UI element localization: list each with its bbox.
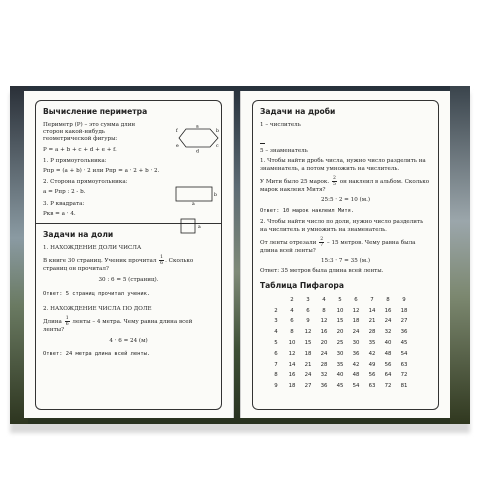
table-cell: 32 [384,329,392,336]
hex-label-d: d [196,149,199,153]
table-cell: 28 [368,329,376,336]
fraction-bar [260,143,265,144]
fractions-rule2: 2. Чтобы найти число по доли, нужно число разделить на числитель и умножить на знаменатель. [260,219,424,233]
table-cell: 10 [288,340,296,347]
fraction: $\frac{1}{6}$ [160,255,164,267]
table-cell: 36 [320,383,328,390]
square-heading: 3. P квадрата: [43,200,85,207]
table-cell: 10 [336,307,344,314]
table-header-cell: 9 [402,296,406,303]
table-row [268,381,412,392]
table-cell: 18 [288,383,296,390]
table-cell: 54 [352,383,360,390]
fraction: $\frac{2}{7}$ [320,236,324,248]
table-row-header: 6 [274,350,278,357]
table-cell: 40 [336,372,344,379]
table-corner-cell [268,294,284,305]
table-cell: 36 [352,350,360,357]
table-header-cell: 8 [386,296,390,303]
parts-task2-heading: 2. НАХОЖДЕНИЕ ЧИСЛА ПО ДОЛЕ [43,305,152,312]
parts-task1-text: В книге 30 страниц. Ученик прочитал $\frac{1}{6}$ . Сколько страниц он прочитал? [43,255,194,273]
rectangle-figure [174,185,220,205]
table-cell: 6 [290,318,294,325]
fraction: $\frac{2}{5}$ [332,175,336,187]
table-cell: 28 [320,361,328,368]
fractions-task1-answer: Ответ: 10 марок наклеил Митя. [260,208,355,215]
table-cell: 24 [320,350,328,357]
perimeter-definition: Периметр (P) – это сумма длин сторон какой-нибудь геометрической фигуры: [43,122,136,143]
side-formula: a = Pпр : 2 - b. [43,189,86,196]
table-cell: 42 [368,350,376,357]
table-cell: 24 [352,329,360,336]
parts-task2-answer: Ответ: 24 метра длина всей ленты. [43,351,151,358]
table-cell: 56 [384,361,392,368]
parts-title: Задачи на доли [43,230,114,240]
table-cell: 6 [306,307,310,314]
table-cell: 54 [400,350,408,357]
table-cell: 42 [352,361,360,368]
table-header-cell: 2 [290,296,294,303]
pythagoras-table [268,294,412,391]
table-cell: 18 [352,318,360,325]
table-header-cell: 3 [306,296,310,303]
table-row-header: 5 [274,340,278,347]
table-row-header: 7 [274,361,278,368]
table-cell: 30 [352,340,360,347]
table-cell: 18 [400,307,408,314]
table-cell: 20 [336,329,344,336]
table-cell: 30 [336,350,344,357]
fractions-title: Задачи на дроби [260,107,336,116]
table-cell: 12 [304,329,312,336]
fraction: $\frac{1}{6}$ [65,316,69,328]
fractions-task2: От ленты отрезали $\frac{2}{7}$ – 15 метров. Чему равна была длина всей ленты? [260,236,416,254]
table-cell: 63 [368,383,376,390]
table-cell: 12 [320,318,328,325]
table-cell: 35 [336,361,344,368]
table-cell: 20 [320,340,328,347]
table-cell: 36 [400,329,408,336]
table-row-header: 4 [274,329,278,336]
right-page [240,91,450,418]
hex-label-c: c [216,144,219,149]
parts-task2-text: Длина $\frac{1}{6}$ ленты – 4 метра. Чему равна длина всей ленты? [43,316,193,334]
perimeter-formula: P = a + b + c + d + e + f. [43,146,117,153]
fractions-task2-calc: 15:3 · 7 = 35 (м.) [320,258,371,265]
fractions-task1-calc: 25:5 · 2 = 10 (м.) [320,197,371,204]
side-heading: 2. Сторона прямоугольника: [43,179,128,186]
table-cell: 25 [336,340,344,347]
table-cell: 72 [400,372,408,379]
hex-label-f: f [176,129,178,134]
table-cell: 72 [384,383,392,390]
right-frame [252,100,439,410]
rect-label-a: a [192,202,195,205]
table-cell: 8 [322,307,326,314]
table-cell: 49 [368,361,376,368]
table-row [268,370,412,381]
table-header-cell: 7 [370,296,374,303]
parts-task1-heading: 1. НАХОЖДЕНИЕ ДОЛИ ЧИСЛА [43,245,142,252]
table-row-header: 8 [274,372,278,379]
perimeter-title: Вычисление периметра [43,107,148,116]
left-frame [35,100,222,410]
table-cell: 24 [304,372,312,379]
table-cell: 21 [368,318,376,325]
parts-task1-answer: Ответ: 5 страниц прочитал ученик. [43,290,151,297]
fractions-task1: У Мити было 25 марок. $\frac{2}{5}$ он наклеил в альбом. Сколько марок наклеил Митя? [260,175,430,193]
table-cell: 12 [352,307,360,314]
table-cell: 14 [288,361,296,368]
hex-label-a: a [196,124,199,130]
left-page [24,91,234,418]
square-figure [179,217,209,237]
denominator-note: 5 – знаменатель [260,148,308,155]
table-cell: 14 [368,307,376,314]
fractions-task2-answer: Ответ: 35 метров была длина всей ленты. [260,268,384,275]
table-header-cell: 6 [354,296,358,303]
table-cell: 16 [288,372,296,379]
table-cell: 45 [400,340,408,347]
parts-task1-calc: 30 : 6 = 5 (страниц). [98,277,159,284]
table-cell: 24 [384,318,392,325]
table-cell: 35 [368,340,376,347]
table-row [268,305,412,316]
square-formula: Pкв = a · 4. [43,210,76,217]
hex-label-e: e [176,144,179,149]
table-cell: 27 [400,318,408,325]
table-row [268,359,412,370]
table-cell: 48 [352,372,360,379]
table-row [268,348,412,359]
table-header-cell: 4 [322,296,326,303]
square-label-a: a [198,225,201,230]
rect-heading: 1. P прямоугольника: [43,157,107,164]
table-cell: 15 [336,318,344,325]
table-cell: 15 [304,340,312,347]
table-row-header: 3 [274,318,278,325]
table-cell: 8 [290,329,294,336]
hexagon-figure [176,123,222,153]
table-cell: 9 [306,318,310,325]
numerator-note: 1 – числитель [260,122,301,128]
table-row [268,327,412,338]
table-cell: 4 [290,307,294,314]
table-cell: 12 [288,350,296,357]
table-row [268,316,412,327]
table-cell: 63 [400,361,408,368]
table-cell: 32 [320,372,328,379]
table-row-header: 2 [274,307,278,314]
pythagoras-header-row [268,294,412,305]
table-cell: 16 [320,329,328,336]
table-row-header: 9 [274,383,278,390]
table-cell: 21 [304,361,312,368]
pythagoras-title: Таблица Пифагора [260,281,344,291]
table-cell: 18 [304,350,312,357]
table-cell: 27 [304,383,312,390]
table-row [268,338,412,349]
table-cell: 16 [384,307,392,314]
rect-label-b: b [214,193,217,198]
table-cell: 40 [384,340,392,347]
fractions-rule1: 1. Чтобы найти дробь числа, нужно число разделить на знаменатель, а потом умножить на числитель. [260,158,426,172]
table-cell: 56 [368,372,376,379]
rect-formula: Pпр = (a + b) · 2 или Pпр = a · 2 + b · 2. [43,168,160,175]
table-cell: 45 [336,383,344,390]
parts-task2-calc: 4 · 6 = 24 (м) [109,338,148,345]
table-cell: 64 [384,372,392,379]
hex-label-b: b [216,129,219,134]
table-cell: 81 [400,383,408,390]
table-cell: 48 [384,350,392,357]
table-header-cell: 5 [338,296,342,303]
